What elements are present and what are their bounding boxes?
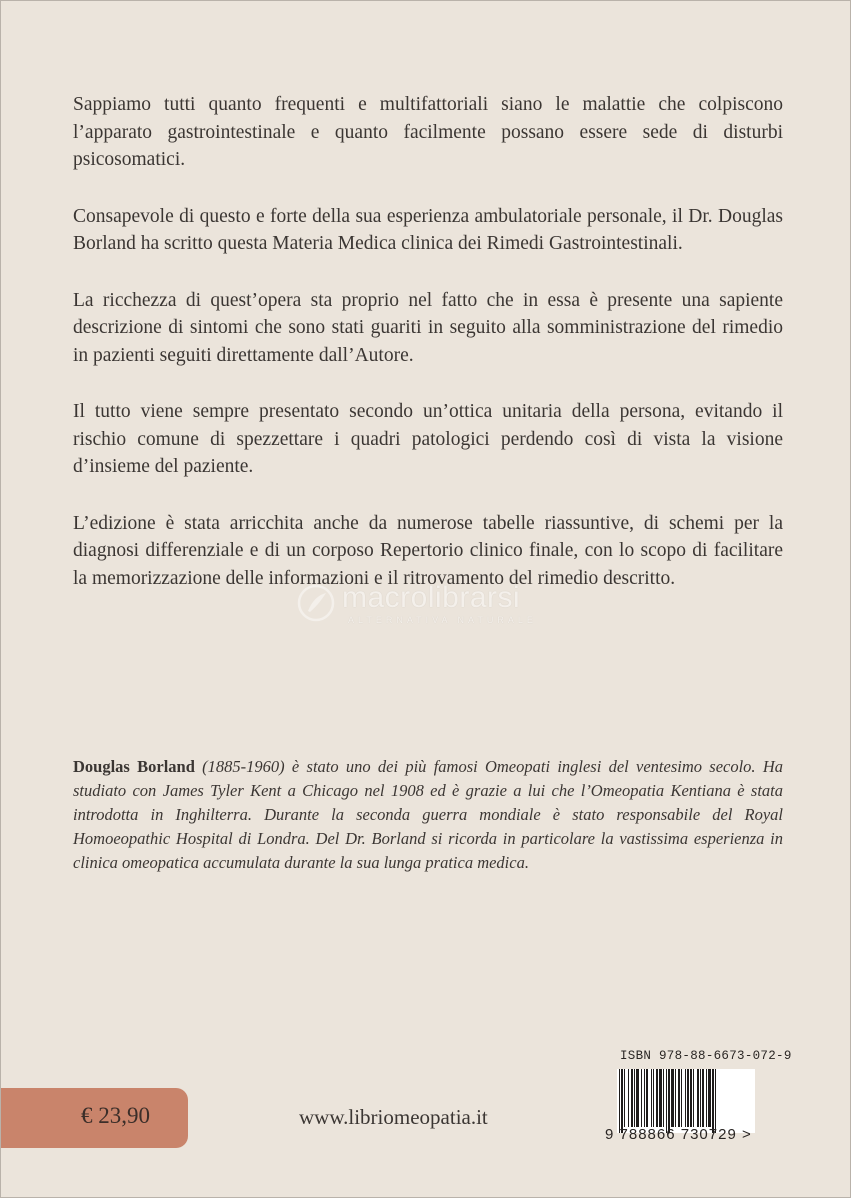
isbn-label: ISBN 978-88-6673-072-9 (620, 1049, 792, 1063)
watermark-logo-icon (296, 583, 336, 623)
barcode-bar (636, 1069, 639, 1127)
barcode-bar (621, 1069, 623, 1133)
website-url: www.libriomeopatia.it (299, 1105, 488, 1129)
barcode-bar (712, 1069, 714, 1133)
price-tag (1, 1088, 188, 1148)
barcode-bar (646, 1069, 648, 1127)
barcode-bar (671, 1069, 674, 1127)
blurb-paragraph: La ricchezza di quest’opera sta proprio nel fatto che in essa è presente una sapiente descrizione di sintomi che sono stati guariti in seguito alla somministrazione del rimedio in pazienti seguiti direttamente dall’Autore. (73, 289, 783, 366)
blurb-text (73, 91, 783, 621)
barcode-bar (628, 1069, 629, 1127)
barcode-bar (697, 1069, 699, 1127)
blurb-paragraph: Sappiamo tutti quanto frequenti e multifattoriali siano le malattie che colpiscono l’apparato gastrointestinale e quanto facilmente possano essere sede di disturbi psicosomatici. (73, 94, 783, 170)
barcode-bar (685, 1069, 686, 1127)
barcode-bar (681, 1069, 682, 1127)
barcode-bar (668, 1069, 670, 1133)
barcode-bar (634, 1069, 635, 1127)
barcode-bar (666, 1069, 667, 1133)
author-name: Douglas Borland (73, 757, 195, 776)
barcode-bar (675, 1069, 676, 1127)
barcode-bar (715, 1069, 716, 1133)
barcode-bar (656, 1069, 658, 1127)
ean-digits: 9 788866 730729 > (605, 1126, 752, 1143)
barcode-bar (651, 1069, 652, 1127)
barcode-bar (678, 1069, 680, 1127)
blurb-paragraph: Il tutto viene sempre presentato secondo un’ottica unitaria della persona, evitando il rischio comune di spezzettare i quadri patologici perdendo così di vista la visione d’insieme del paziente. (73, 401, 783, 477)
barcode-bar (641, 1069, 642, 1127)
barcode-bar (624, 1069, 625, 1127)
barcode-bar (631, 1069, 633, 1127)
barcode-bars (617, 1069, 755, 1133)
barcode-bar (702, 1069, 704, 1127)
watermark (284, 579, 584, 629)
barcode-bar (706, 1069, 707, 1127)
barcode (589, 1049, 792, 1143)
watermark-name: macrolibrarsi (342, 581, 521, 614)
watermark-tagline: ALTERNATIVA NATURALE (348, 615, 537, 625)
barcode-bar (653, 1069, 654, 1127)
barcode-bar (690, 1069, 692, 1127)
barcode-bar (619, 1069, 620, 1133)
barcode-bar (708, 1069, 711, 1127)
price: € 23,90 (81, 1103, 150, 1128)
author-bio-text: (1885-1960) è stato uno dei più famosi Omeopati inglesi del ventesimo secolo. Ha studiato con James Tyler Kent a Chicago nel 1908 ed è grazie a lui che l’Omeopatia Kentiana è stata introdotta in Inghilterra. Durante la seconda guerra mondiale è stato responsabile del Royal Homoeopathic Hospital di Londra. Del Dr. Borland si ricorda in particolare la vastissima esperienza in clinica omeopatica accumulata durante la sua lunga pratica medica. (73, 757, 783, 872)
barcode-bar (659, 1069, 662, 1127)
author-bio (73, 755, 783, 875)
blurb-paragraph: Consapevole di questo e forte della sua esperienza ambulatoriale personale, il Dr. Douglas Borland ha scritto questa Materia Medica clinica dei Rimedi Gastrointestinali. (73, 205, 783, 254)
barcode-bar (693, 1069, 694, 1127)
barcode-bar (663, 1069, 664, 1127)
barcode-bar (687, 1069, 689, 1127)
barcode-bar (644, 1069, 645, 1127)
blurb-paragraph: L’edizione è stata arricchita anche da numerose tabelle riassuntive, di schemi per la diagnosi differenziale e di un corposo Repertorio clinico finale, con lo scopo di facilitare la memorizzazione delle informazioni e il ritrovamento del rimedio descritto. (73, 512, 783, 589)
barcode-bar (700, 1069, 701, 1127)
